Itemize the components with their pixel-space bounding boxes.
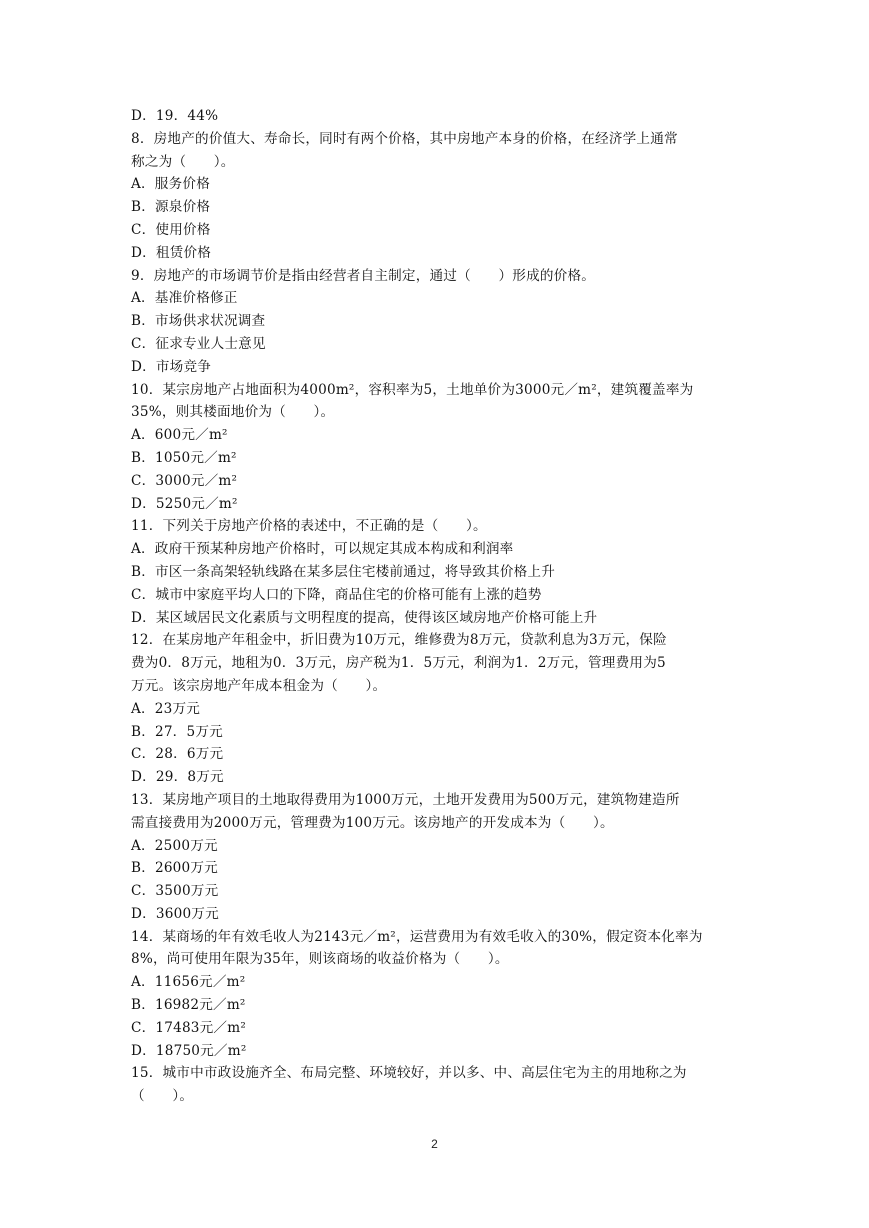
option-c: C．使用价格 <box>131 221 211 238</box>
question-15-stem-cont: （ ）。 <box>131 1088 194 1105</box>
option-c: C．3000元／m² <box>131 472 238 489</box>
option-c: C．3500万元 <box>131 883 219 900</box>
option-b: B．2600万元 <box>131 860 218 877</box>
option-a: A．政府干预某种房地产价格时，可以规定其成本构成和利润率 <box>131 541 514 558</box>
option-c: C．28．6万元 <box>131 746 224 763</box>
option-a: A．600元／m² <box>131 427 228 444</box>
text-line: D．19．44% <box>131 108 219 124</box>
option-a: A．11656元／m² <box>131 974 246 991</box>
question-10-stem-cont: 35%，则其楼面地价为（ ）。 <box>131 404 335 421</box>
option-b: B．市场供求状况调查 <box>131 313 266 330</box>
page-number: 2 <box>431 1137 438 1151</box>
option-d: D．租赁价格 <box>131 244 212 261</box>
question-15-stem: 15．城市中市政设施齐全、布局完整、环境较好，并以多、中、高层住宅为主的用地称之为 <box>131 1065 687 1082</box>
option-d: D．29．8万元 <box>131 769 224 786</box>
question-13-stem-cont: 需直接费用为2000万元，管理费为100万元。该房地产的开发成本为（ ）。 <box>131 814 614 831</box>
option-a: A．基准价格修正 <box>131 290 238 307</box>
question-14-stem: 14．某商场的年有效毛收人为2143元／m²，运营费用为有效毛收入的30%，假定资本化率为 <box>131 928 703 945</box>
question-8-stem: 8．房地产的价值大、寿命长，同时有两个价格，其中房地产本身的价格，在经济学上通常 <box>131 130 678 147</box>
question-10-stem: 10．某宗房地产占地面积为4000m²，容积率为5，土地单价为3000元／m²，建筑覆盖率为 <box>131 381 694 398</box>
option-d: D．5250元／m² <box>131 495 238 512</box>
option-c: C．征求专业人士意见 <box>131 335 266 352</box>
question-9-stem: 9．房地产的市场调节价是指由经营者自主制定，通过（ ）形成的价格。 <box>131 267 596 284</box>
question-12-stem-cont: 费为0．8万元，地租为0．3万元，房产税为1．5万元，利润为1．2万元，管理费用为5 <box>131 655 666 672</box>
option-d: D．某区域居民文化素质与文明程度的提高，使得该区域房地产价格可能上升 <box>131 609 598 626</box>
option-a: A．2500万元 <box>131 837 218 854</box>
document-page <box>131 105 745 1108</box>
option-c: C．城市中家庭平均人口的下降，商品住宅的价格可能有上涨的趋势 <box>131 586 542 603</box>
option-b: B．27．5万元 <box>131 723 223 740</box>
option-b: B．1050元／m² <box>131 449 237 466</box>
option-d: D．市场竞争 <box>131 358 212 375</box>
question-11-stem: 11．下列关于房地产价格的表述中，不正确的是（ ）。 <box>131 518 487 535</box>
option-b: B．市区一条高架轻轨线路在某多层住宅楼前通过，将导致其价格上升 <box>131 563 555 580</box>
question-12-stem: 12．在某房地产年租金中，折旧费为10万元，维修费为8万元，贷款利息为3万元，保险 <box>131 632 667 649</box>
option-c: C．17483元／m² <box>131 1019 246 1036</box>
option-d: D．3600万元 <box>131 905 219 922</box>
option-d: D．18750元／m² <box>131 1042 247 1059</box>
question-13-stem: 13．某房地产项目的土地取得费用为1000万元，土地开发费用为500万元，建筑物建造所 <box>131 791 680 808</box>
option-a: A．23万元 <box>131 700 201 717</box>
question-8-stem-cont: 称之为（ ）。 <box>131 153 235 170</box>
option-a: A．服务价格 <box>131 176 210 193</box>
option-b: B．源泉价格 <box>131 199 211 216</box>
option-b: B．16982元／m² <box>131 997 246 1014</box>
question-14-stem-cont: 8%，尚可使用年限为35年，则该商场的收益价格为（ ）。 <box>131 951 509 968</box>
question-12-stem-cont: 万元。该宗房地产年成本租金为（ ）。 <box>131 677 387 694</box>
